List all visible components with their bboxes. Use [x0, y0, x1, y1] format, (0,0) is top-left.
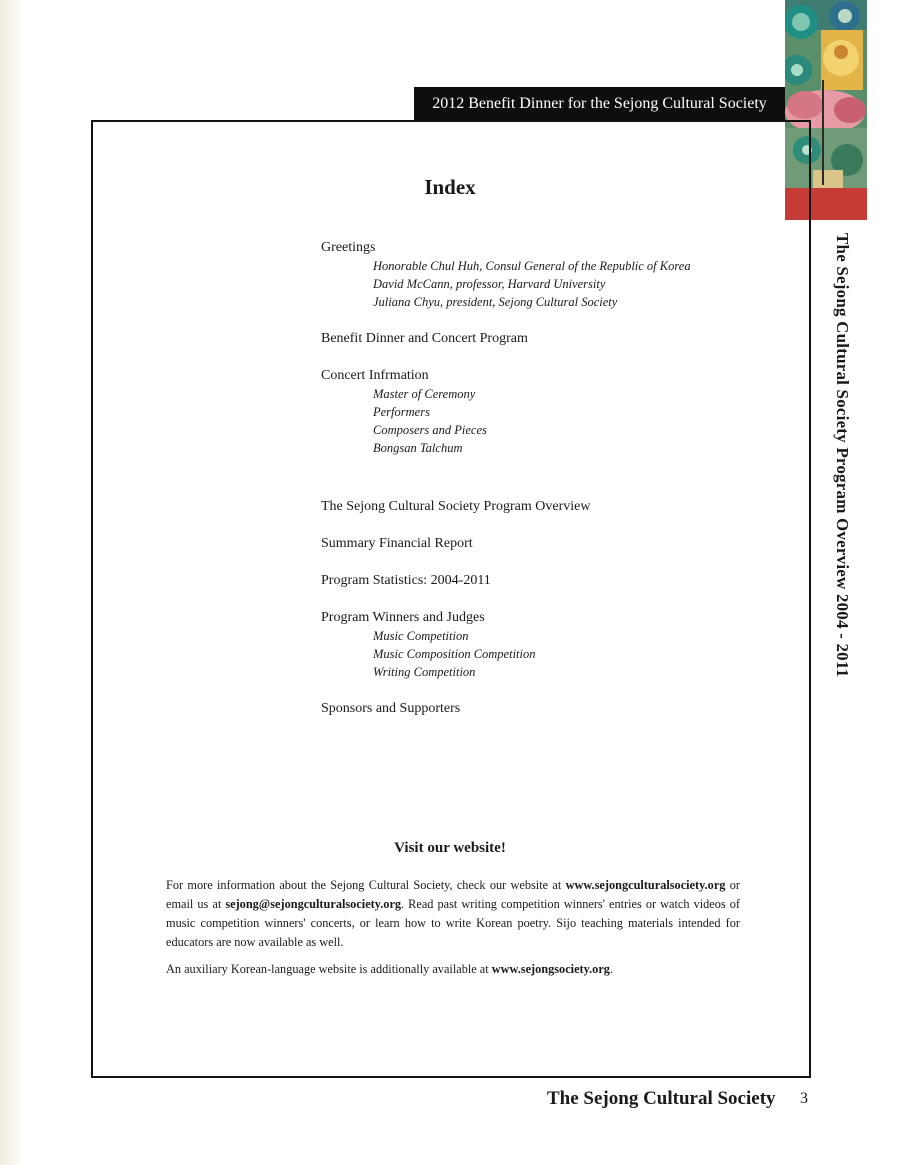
header-banner: 2012 Benefit Dinner for the Sejong Cultural Society: [414, 87, 785, 120]
toc-section-winners: [321, 608, 741, 681]
toc-section-financial: [321, 534, 741, 553]
toc-subitem: Honorable Chul Huh, Consul General of the Republic of Korea: [373, 259, 691, 273]
website-link[interactable]: www.sejongculturalsociety.org: [565, 878, 726, 892]
toc-heading: The Sejong Cultural Society Program Overview: [321, 499, 591, 514]
text-span: or email us at: [166, 878, 740, 911]
email-link[interactable]: sejong@sejongculturalsociety.org: [225, 897, 402, 911]
toc-heading: Concert Infrmation: [321, 368, 429, 383]
text-span: An auxiliary Korean-language website is additionally available at: [166, 962, 492, 976]
toc-section-overview: [321, 497, 741, 516]
toc-subitem: Master of Ceremony: [373, 387, 476, 401]
website-info: [166, 876, 740, 987]
website-heading: Visit our website!: [394, 840, 506, 856]
text-span: For more information about the Sejong Cultural Society, check our website at: [166, 878, 566, 892]
text-span: . Read past writing competition winners' entries or watch videos of music competition winners' concerts, or learn how to write Korean poetry. Sijo teaching materials intended for educators are now available as well.: [166, 897, 740, 949]
korean-website-paragraph: [166, 960, 740, 979]
toc-heading: Greetings: [321, 240, 376, 255]
toc-subitem: Bongsan Talchum: [373, 441, 463, 455]
toc-subitem: Juliana Chyu, president, Sejong Cultural Society: [373, 295, 618, 309]
toc-subitem: Performers: [373, 405, 430, 419]
text-span: .: [609, 962, 614, 976]
toc-section-sponsors: [321, 699, 741, 718]
footer-organization-name: The Sejong Cultural Society: [547, 1088, 776, 1109]
toc-section-greetings: [321, 238, 741, 311]
website-paragraph: [166, 876, 740, 952]
toc-section-statistics: [321, 571, 741, 590]
toc-heading: Sponsors and Supporters: [321, 701, 461, 716]
toc-section-program: [321, 329, 741, 348]
toc-subitem: David McCann, professor, Harvard University: [373, 277, 606, 291]
toc-section-concert: [321, 366, 741, 457]
toc-subitem: Music Competition: [373, 629, 469, 643]
page-number: 3: [800, 1090, 808, 1107]
toc-subitem: Composers and Pieces: [373, 423, 487, 437]
korean-website-link[interactable]: www.sejongsociety.org: [491, 962, 610, 976]
toc-heading: Benefit Dinner and Concert Program: [321, 331, 528, 346]
toc-subitem: Writing Competition: [373, 665, 476, 679]
toc-heading: Program Winners and Judges: [321, 610, 485, 625]
side-vertical-title: The Sejong Cultural Society Program Overview 2004 - 2011: [833, 233, 852, 678]
table-of-contents: [321, 238, 741, 736]
toc-heading: Summary Financial Report: [321, 536, 473, 551]
index-title: Index: [424, 175, 476, 199]
toc-subitem: Music Composition Competition: [373, 647, 536, 661]
toc-heading: Program Statistics: 2004-2011: [321, 573, 491, 588]
